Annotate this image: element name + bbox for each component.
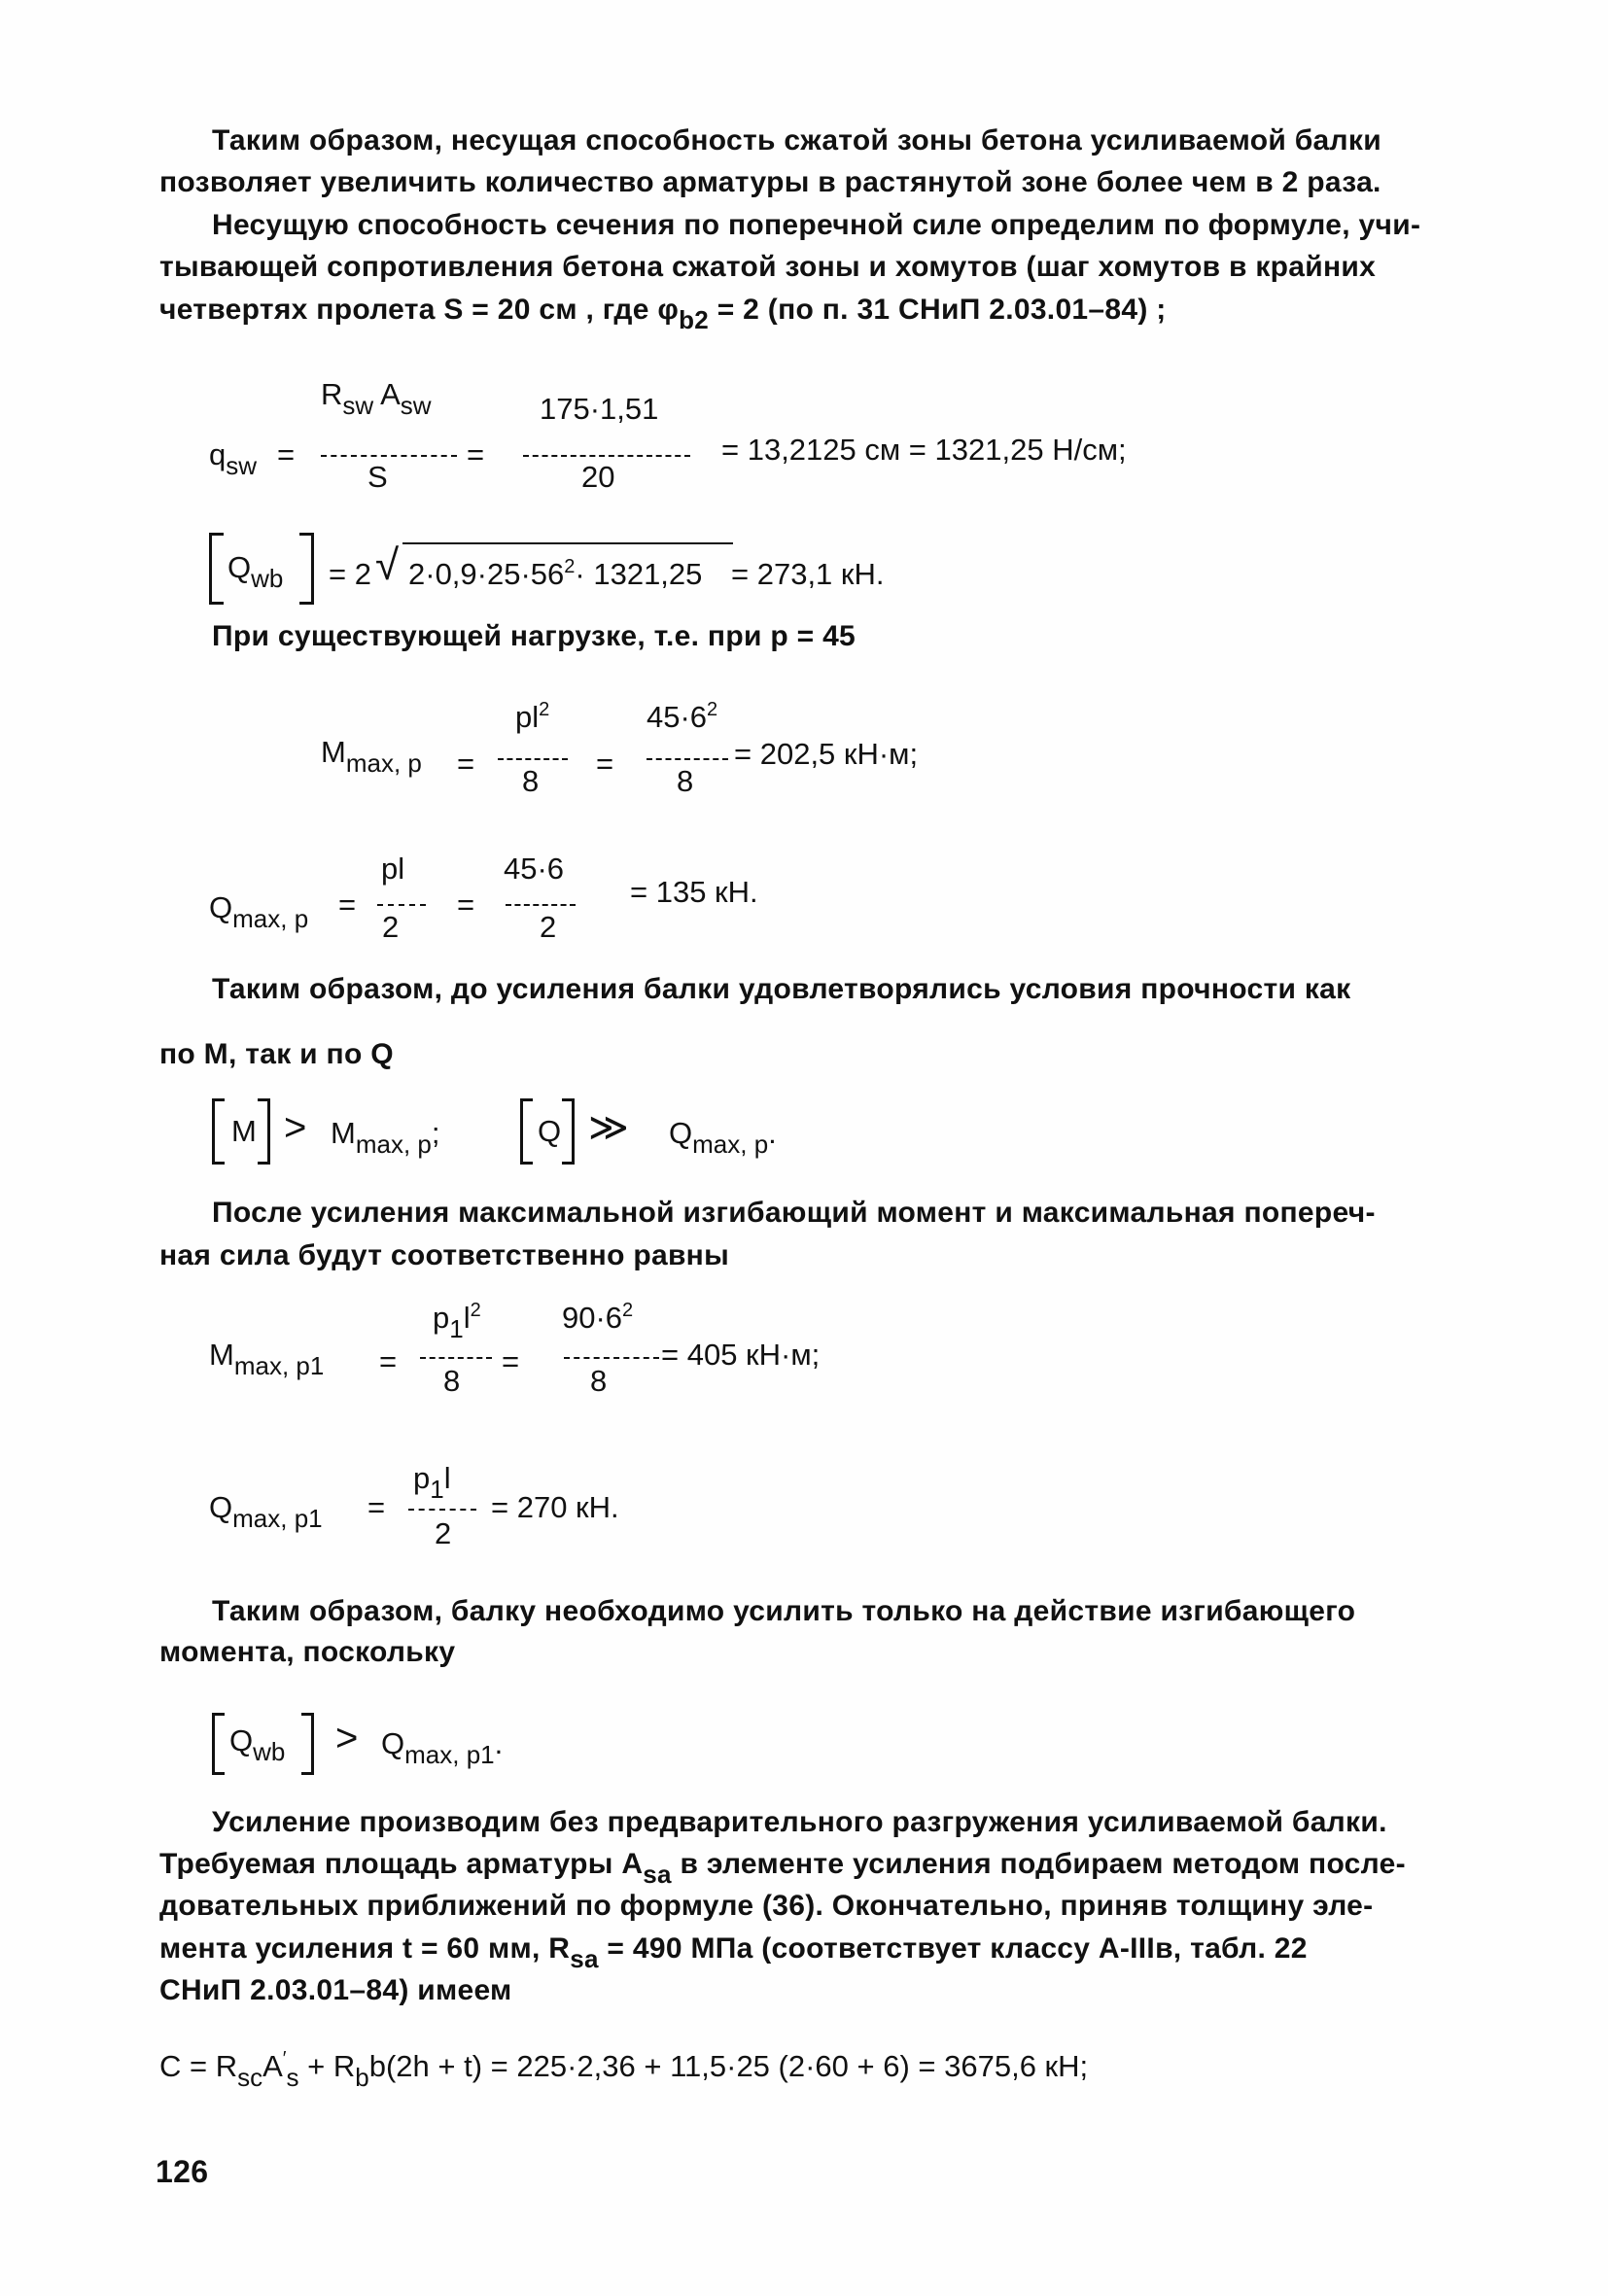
- qsw-num2: 175·1,51: [540, 392, 659, 426]
- text-line: Усиление производим без предварительного разгружения усиливаемой балки.: [212, 1806, 1387, 1838]
- cond-gg: ≫: [588, 1106, 629, 1149]
- cond-m: M: [231, 1114, 257, 1148]
- cond-gt: >: [284, 1106, 307, 1149]
- text-line: СНиП 2.03.01–84) имеем: [159, 1974, 512, 2006]
- cond2-rhs: $Q_{max, p1}$.: [381, 1726, 504, 1769]
- qwb-pre: = 2: [329, 557, 371, 591]
- eq-sign: =: [596, 747, 614, 781]
- text-line: по M, так и по Q: [159, 1038, 394, 1070]
- eq-sign: =: [502, 1344, 520, 1378]
- eq-sign: =: [367, 1490, 386, 1524]
- text-line: При существующей нагрузке, т.е. при p = 45: [212, 620, 856, 652]
- cond2-gt: >: [335, 1717, 359, 1759]
- eq-sign: =: [379, 1344, 398, 1378]
- text-line: довательных приближений по формуле (36). Окончательно, приняв толщину эле-: [159, 1890, 1374, 1922]
- cond-m-rhs: $M_{max, p}$;: [331, 1116, 440, 1159]
- qwb-radicand: $2\cdot 0,9\cdot 25\cdot 56^2\cdot 1321,25$: [408, 556, 703, 591]
- text-line: четвертях пролета S = 20 см , где φb2 = 2 (по п. 31 СНиП 2.03.01–84) ;: [159, 294, 1167, 334]
- mmaxp1-den1: 8: [443, 1364, 461, 1398]
- text-line: позволяет увеличить количество арматуры в растянутой зоне более чем в 2 раза.: [159, 166, 1381, 198]
- qmaxp-lhs: $Q_{max, p}$: [209, 890, 309, 933]
- cond-q: Q: [538, 1114, 562, 1148]
- qmaxp-den1: 2: [382, 910, 400, 944]
- cond2-inner: $Q_{wb}$: [229, 1723, 286, 1766]
- text-line: Таким образом, балку необходимо усилить только на действие изгибающего: [212, 1595, 1356, 1627]
- qmaxp1-den1: 2: [435, 1516, 452, 1550]
- text-line: ная сила будут соответственно равны: [159, 1239, 730, 1271]
- text-line: Требуемая площадь арматуры Asa в элементе усиления подбираем методом после-: [159, 1848, 1406, 1889]
- mmaxp1-result: = 405 кН·м;: [661, 1338, 821, 1372]
- qsw-num1: $R_{sw}$ $A_{sw}$: [321, 377, 432, 420]
- text-line: Таким образом, несущая способность сжатой зоны бетона усиливаемой балки: [212, 124, 1381, 157]
- qsw-den2: 20: [581, 460, 615, 494]
- text-line: тывающей сопротивления бетона сжатой зоны и хомутов (шаг хомутов в крайних: [159, 251, 1377, 283]
- mmaxp1-den2: 8: [590, 1364, 608, 1398]
- text-line: Таким образом, до усиления балки удовлетворялись условия прочности как: [212, 973, 1351, 1005]
- mmaxp1-num2: $90\cdot 6^2$: [562, 1300, 634, 1335]
- qmaxp1-result: = 270 кН.: [491, 1490, 619, 1524]
- text-line: момента, поскольку: [159, 1636, 456, 1668]
- qmaxp-num2: 45·6: [504, 852, 565, 886]
- eq-sign: =: [467, 437, 485, 471]
- mmaxp-lhs: $M_{max, p}$: [321, 735, 422, 778]
- mmaxp-result: = 202,5 кН·м;: [734, 737, 919, 771]
- mmaxp1-num1: $p_1l^2$: [433, 1300, 481, 1343]
- text-line: Несущую способность сечения по поперечной силе определим по формуле, учи-: [212, 209, 1421, 241]
- cond-q-rhs: $Q_{max, p}$.: [669, 1116, 777, 1159]
- c-equation: $C = R_{sc}A'_s + R_bb(2h + t) = 225\cdot 2,36 + 11,5\cdot 25$ (2·60 + 6) = 3675,6 кН;: [159, 2048, 1089, 2092]
- sqrt-bar: [402, 542, 733, 544]
- text-line: После усиления максимальной изгибающий момент и максимальная попереч-: [212, 1197, 1376, 1229]
- qsw-den1: S: [367, 460, 388, 494]
- qwb-inner: $Q_{wb}$: [227, 550, 284, 593]
- sqrt-icon: √: [375, 541, 400, 589]
- mmaxp1-lhs: $M_{max, p1}$: [209, 1338, 325, 1380]
- qmaxp1-num1: $p_1l$: [413, 1461, 451, 1504]
- qmaxp-den2: 2: [540, 910, 557, 944]
- eq-sign: =: [338, 887, 357, 922]
- qsw-result: = 13,2125 см = 1321,25 Н/см;: [721, 433, 1127, 467]
- eq-sign: =: [457, 747, 475, 781]
- eq-sign: =: [457, 887, 475, 922]
- qwb-result: = 273,1 кН.: [731, 557, 885, 591]
- qmaxp-result: = 135 кН.: [630, 875, 758, 909]
- mmaxp-den1: 8: [522, 764, 540, 798]
- qmaxp1-lhs: $Q_{max, p1}$: [209, 1490, 323, 1533]
- mmaxp-num1: $pl^2$: [515, 699, 550, 734]
- qmaxp-num1: pl: [381, 852, 405, 886]
- page-number: 126: [156, 2154, 209, 2189]
- eq-sign: =: [277, 437, 296, 471]
- qsw-lhs: $q_{sw}$: [209, 437, 258, 480]
- text-line: мента усиления t = 60 мм, Rsa = 490 МПа (соответствует классу A-IIIв, табл. 22: [159, 1932, 1308, 1973]
- mmaxp-num2: $45\cdot 6^2$: [647, 699, 718, 734]
- mmaxp-den2: 8: [677, 764, 694, 798]
